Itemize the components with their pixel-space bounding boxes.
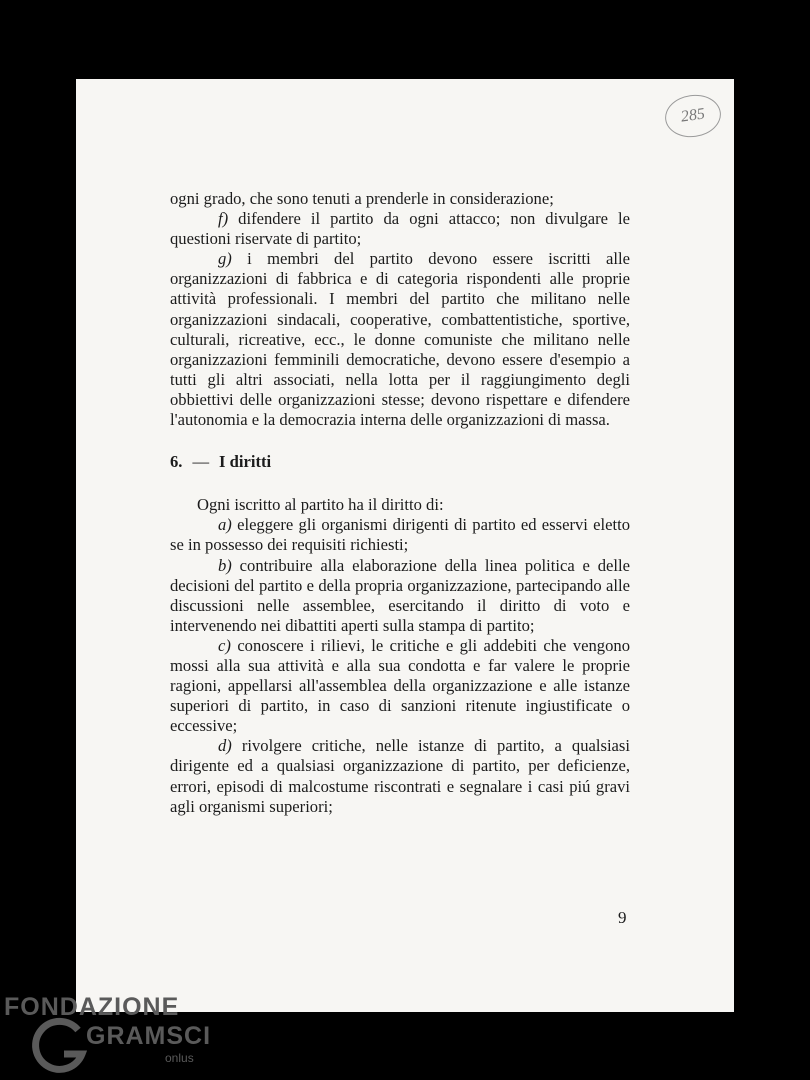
list-item-g (170, 249, 630, 430)
item-label: c) (218, 635, 231, 655)
item-text: rivolgere critiche, nelle istanze di partito, a qualsiasi dirigente ed a qualsiasi organizzazione di partito, per deficienze, errori, episodi di malcostume riscontrati e segnalare i casi piú gravi agli organismi superiori; (170, 736, 630, 816)
item-text: contribuire alla elaborazione della linea politica e delle decisioni del partito e della propria organizzazione, partecipando alle discussioni nelle assemblee, esercitando il diritto di voto e intervenendo nei dibattiti aperti sulla stampa di partito; (170, 555, 630, 635)
watermark-line2: GRAMSCI (86, 1022, 212, 1050)
item-text: eleggere gli organismi dirigenti di partito ed esservi eletto se in possesso dei requisiti richiesti; (170, 515, 630, 555)
section-title: I diritti (219, 452, 272, 472)
item-label: f) (218, 209, 229, 229)
document-body (170, 189, 630, 817)
page-number: 9 (618, 908, 627, 927)
item-text: difendere il partito da ogni attacco; non divulgare le questioni riservate di partito; (170, 209, 630, 249)
item-text: i membri del partito devono essere iscritti alle organizzazioni di fabbrica e di categoria rispondenti alle proprie attività professionali. I membri del partito che militano nelle organizzazioni sindacali, cooperative, combattentistiche, sportive, culturali, ricreative, ecc., le donne comuniste che militano nelle organizzazioni femminili democratiche, devono essere d'esempio a tutti gli altri associati, nella lotta per il raggiungimento degli obbiettivi delle organizzazioni stesse; devono rispettare e difendere l'autonomia e la democrazia interna delle organizzazioni di massa. (170, 249, 630, 430)
paragraph-text: ogni grado, che sono tenuti a prenderle in considerazione; (170, 189, 554, 208)
logo-swirl-icon (30, 1016, 90, 1076)
paragraph-continuation (170, 189, 630, 209)
fondazione-gramsci-watermark (0, 988, 240, 1080)
intro-text: Ogni iscritto al partito ha il diritto di: (197, 495, 444, 515)
list-item-c (170, 636, 630, 736)
list-item-d (170, 736, 630, 816)
section-heading (170, 452, 630, 472)
item-label: g) (218, 249, 232, 269)
list-item-b (170, 556, 630, 636)
list-item-f (170, 209, 630, 249)
section-intro (170, 495, 630, 515)
section-number: 6. (170, 452, 183, 472)
item-label: b) (218, 555, 232, 575)
archive-number: 285 (679, 105, 706, 126)
watermark-line1: FONDAZIONE (4, 993, 180, 1021)
item-text: conoscere i rilievi, le critiche e gli addebiti che vengono mossi alla sua attività e alla sua condotta e far valere le proprie ragioni, appellarsi all'assemblea della organizzazione e alle istanze superiori di partito, in caso di sanzioni ritenute ingiustificate o eccessive; (170, 635, 630, 736)
list-item-a (170, 515, 630, 555)
section-dash: — (192, 452, 210, 472)
item-label: a) (218, 515, 232, 535)
item-label: d) (218, 736, 232, 756)
watermark-line3: onlus (165, 1051, 194, 1065)
